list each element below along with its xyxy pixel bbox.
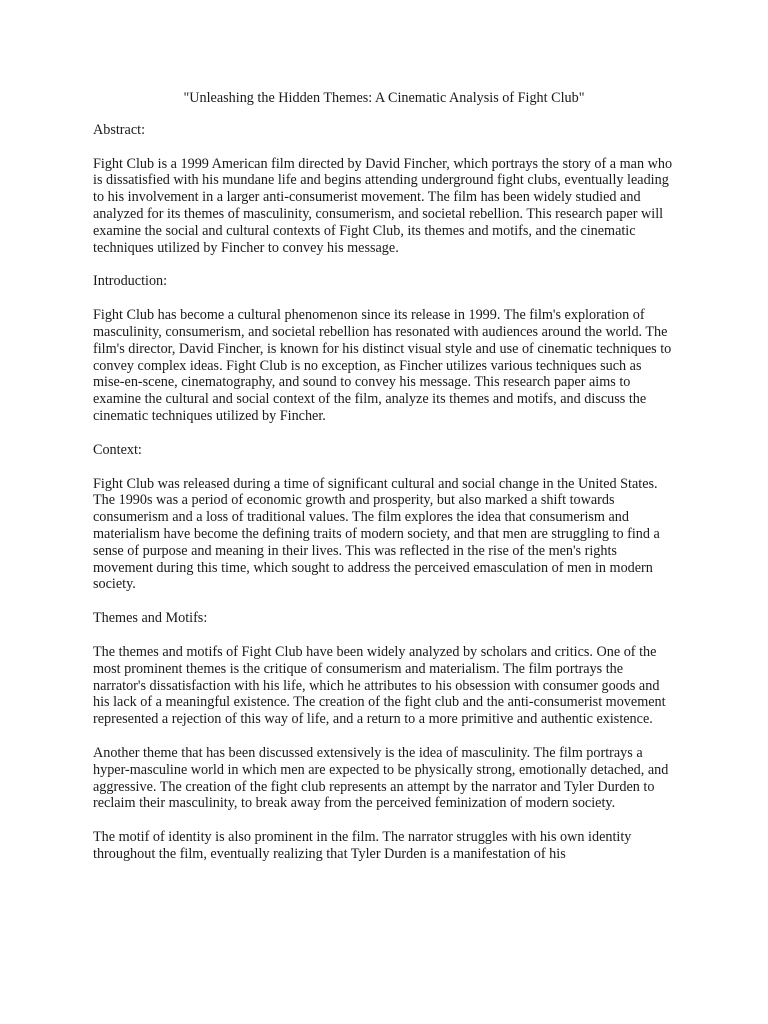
section-heading-abstract: Abstract:: [93, 121, 146, 138]
abstract-paragraph: Fight Club is a 1999 American film directed by David Fincher, which portrays the story of a man who is dissatisfied with his mundane life and begins attending underground fight clubs, eventually leading to his involvement in a larger anti-consumerist movement. The film has been widely studied and analyzed for its themes of masculinity, consumerism, and societal rebellion. This research paper will examine the social and cultural contexts of Fight Club, its themes and motifs, and the cinematic techniques utilized by Fincher to convey his message.: [93, 155, 673, 256]
section-heading-introduction: Introduction:: [93, 273, 168, 290]
section-context: [93, 442, 675, 593]
section-introduction: [93, 273, 675, 424]
themes-paragraph-identity: The motif of identity is also prominent in the film. The narrator struggles with his own identity throughout the film, eventually realizing that Tyler Durden is a manifestation of his: [93, 829, 632, 862]
themes-paragraph-consumerism: The themes and motifs of Fight Club have been widely analyzed by scholars and critics. One of the most prominent themes is the critique of consumerism and materialism. The film portrays the narrator's dissatisfaction with his life, which he attributes to his obsession with consumer goods and his lack of a meaningful existence. The creation of the fight club and the anti-consumerist movement represented a rejection of this way of life, and a return to a more primitive and authentic existence.: [93, 643, 666, 728]
themes-paragraph-masculinity: Another theme that has been discussed extensively is the idea of masculinity. The film portrays a hyper-masculine world in which men are expected to be physically strong, emotionally detached, and aggressive. The creation of the fight club represents an attempt by the narrator and Tyler Durden to reclaim their masculinity, to break away from the perceived feminization of modern society.: [93, 744, 669, 812]
document-page: [93, 90, 675, 880]
section-heading-context: Context:: [93, 441, 142, 458]
section-themes-and-motifs: [93, 610, 675, 863]
context-paragraph: Fight Club was released during a time of significant cultural and social change in the United States. The 1990s was a period of economic growth and prosperity, but also marked a shift towards consumerism and a loss of traditional values. The film explores the idea that consumerism and materialism have become the defining traits of modern society, and that men are struggling to find a sense of purpose and meaning in their lives. This was reflected in the rise of the men's rights movement during this time, which sought to address the perceived emasculation of men in modern society.: [93, 475, 660, 593]
document-title: "Unleashing the Hidden Themes: A Cinematic Analysis of Fight Club": [183, 90, 585, 106]
introduction-paragraph: Fight Club has become a cultural phenomenon since its release in 1999. The film's exploration of masculinity, consumerism, and societal rebellion has resonated with audiences around the world. The film's director, David Fincher, is known for his distinct visual style and use of cinematic techniques to convey complex ideas. Fight Club is no exception, as Fincher utilizes various techniques such as mise-en-scene, cinematography, and sound to convey his message. This research paper aims to examine the cultural and social context of the film, analyze its themes and motifs, and discuss the cinematic techniques utilized by Fincher.: [93, 307, 672, 424]
section-abstract: [93, 122, 675, 257]
section-heading-themes-and-motifs: Themes and Motifs:: [93, 610, 208, 627]
